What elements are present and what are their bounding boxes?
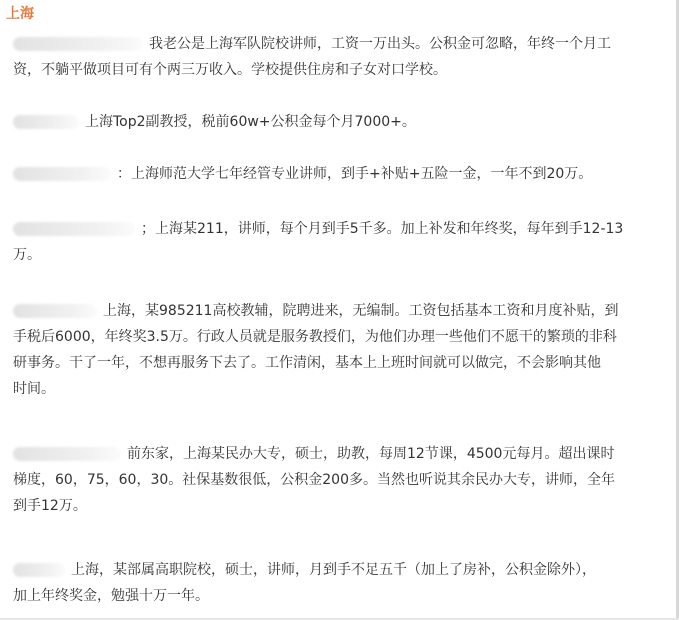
- redacted-username: [13, 563, 65, 577]
- post-item: [13, 441, 671, 519]
- post-text: 上海，某985211高校教辅，院聘进来，无编制。工资包括基本工资和月度补贴，到: [103, 303, 619, 319]
- post-line: [13, 557, 671, 583]
- post-line: [13, 161, 671, 187]
- redacted-username: [13, 447, 121, 461]
- post-line: 到手12万。: [13, 498, 87, 514]
- post-item: [13, 109, 671, 135]
- post-text: 前东家，上海某民办大专，硕士，助教，每周12节课，4500元每月。超出课时: [127, 446, 615, 462]
- post-line: [13, 109, 671, 135]
- post-line: 资，不躺平做项目可有个两三万收入。学校提供住房和子女对口学校。: [13, 62, 447, 78]
- post-line: 手税后6000，年终奖3.5万。行政人员就是服务教授们，为他们办理一些他们不愿干的繁琐的非科: [13, 329, 617, 345]
- post-item: [13, 31, 671, 83]
- post-line: [13, 31, 671, 57]
- post-text: ：上海师范大学七年经管专业讲师，到手+补贴+五险一金，一年不到20万。: [117, 166, 593, 182]
- post-text: 上海Top2副教授，税前60w+公积金每个月7000+。: [85, 114, 416, 130]
- post-line: 研事务。干了一年，不想再服务下去了。工作清闲，基本上上班时间就可以做完，不会影响其他: [13, 355, 601, 371]
- post-text: 我老公是上海军队院校讲师，工资一万出头。公积金可忽略，年终一个月工: [149, 36, 611, 52]
- redacted-username: [13, 115, 79, 129]
- post-line: [13, 441, 671, 467]
- redacted-username: [13, 222, 135, 236]
- post-item: [13, 557, 671, 609]
- post-line: 时间。: [13, 381, 55, 397]
- post-text: ；上海某211，讲师，每个月到手5千多。加上补发和年终奖，每年到手12-13: [141, 221, 624, 237]
- post-line: [13, 298, 671, 324]
- post-item: [13, 161, 671, 187]
- section-title: 上海: [6, 6, 34, 22]
- post-line: 万。: [13, 247, 41, 263]
- redacted-username: [13, 37, 143, 51]
- post-line: [13, 216, 671, 242]
- redacted-username: [13, 167, 111, 181]
- post-item: [13, 298, 671, 402]
- post-text: 上海，某部属高职院校，硕士，讲师，月到手不足五千（加上了房补，公积金除外），: [71, 562, 596, 578]
- post-item: [13, 216, 671, 268]
- post-line: 加上年终奖金，勉强十万一年。: [13, 588, 209, 604]
- redacted-username: [13, 304, 97, 318]
- post-line: 梯度，60，75，60，30。社保基数很低，公积金200多。当然也听说其余民办大专，讲师，全年: [13, 472, 615, 488]
